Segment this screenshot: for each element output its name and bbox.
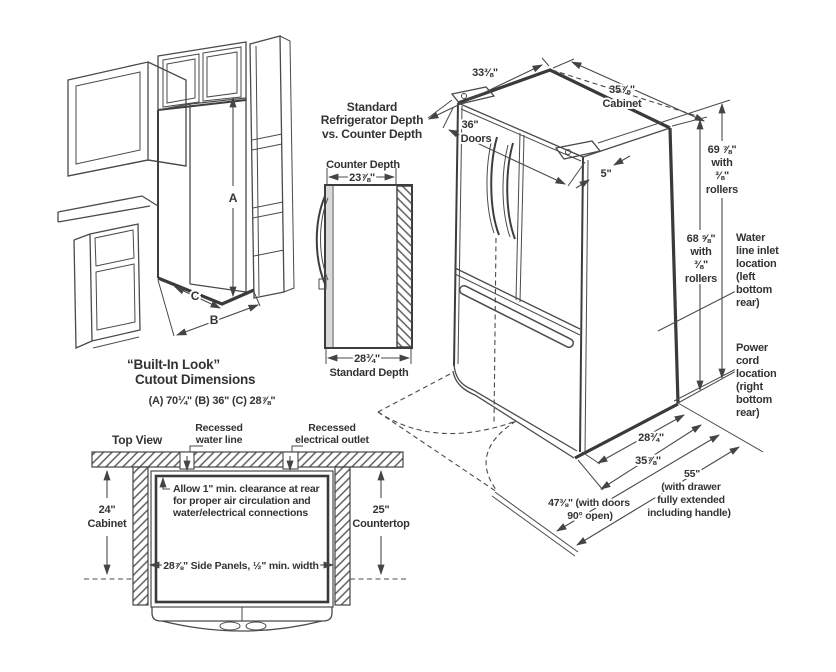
countertop-depth-value: 25"	[372, 504, 390, 516]
recessed-outlet-line1: Recessed	[308, 422, 356, 434]
depth-cabinet-value: 28¾''	[638, 432, 664, 444]
h69-line4: rollers	[705, 184, 739, 196]
rear-wall	[92, 452, 403, 467]
power-line6: rear)	[736, 407, 760, 419]
cutout-dimension-a	[229, 98, 238, 296]
doors-word: Doors	[460, 133, 492, 145]
h68-line3: ⅜"	[694, 259, 708, 271]
open-line2: 90° open)	[567, 510, 613, 522]
open-line1: 47⅜" (with doors	[548, 497, 630, 509]
recessed-water-line2: water line	[195, 434, 243, 446]
standard-depth-label: Standard Depth	[329, 367, 409, 379]
width-value: 33⅜"	[472, 67, 498, 79]
cabinet-value: 35⅞"	[609, 84, 635, 96]
fridge-doors-top-view	[152, 607, 332, 631]
h69-line3: ⅜"	[715, 170, 729, 182]
drawer-line4: including handle)	[647, 507, 731, 519]
clearance-note-line2: for proper air circulation and	[173, 495, 311, 507]
dim-b-label: B	[209, 313, 219, 327]
doors-value: 36"	[461, 119, 479, 131]
cutout-title-line2: Cutout Dimensions	[135, 372, 256, 387]
left-side-panel	[133, 467, 148, 605]
right-door-swing-arc	[486, 421, 516, 491]
power-line3: location	[736, 368, 777, 380]
power-line1: Power	[736, 342, 769, 354]
dim-c-label: C	[190, 289, 200, 303]
cutout-values: (A) 70¼" (B) 36" (C) 28⅞"	[148, 395, 276, 407]
power-line5: bottom	[736, 394, 773, 406]
isometric-fridge-diagram	[378, 58, 779, 556]
countertop-depth-word: Countertop	[352, 518, 410, 530]
drawer-line2: (with drawer	[661, 481, 721, 493]
power-line2: cord	[736, 355, 760, 367]
hinge-value: 5"	[600, 168, 612, 180]
dim-a-label: A	[228, 191, 238, 205]
recessed-water-line1: Recessed	[195, 422, 243, 434]
cabinet-depth-value: 24"	[98, 504, 116, 516]
wall-hatch-block	[397, 186, 412, 347]
kitchen-cutout-drawing	[58, 36, 294, 348]
cutout-caption	[127, 357, 275, 407]
cutout-dimension-b	[158, 280, 260, 336]
h69-line2: with	[711, 157, 733, 169]
counter-depth-value: 23⅞''	[349, 172, 375, 184]
depth-comparison-diagram	[317, 100, 423, 379]
side-panels-label: 28⅞" Side Panels, ½" min. width	[163, 560, 319, 572]
depth-doors-value: 35⅞''	[635, 455, 661, 467]
water-line2: line inlet	[736, 245, 779, 257]
right-side-panel	[335, 467, 350, 605]
drawer-line3: fully extended	[657, 494, 725, 506]
depth-title-line3: vs. Counter Depth	[322, 127, 422, 141]
left-door-swing-arc	[378, 412, 516, 434]
clearance-note-line3: water/electrical connections	[173, 507, 309, 519]
recessed-outlet-line2: electrical outlet	[295, 434, 369, 446]
water-line5: bottom	[736, 284, 773, 296]
cabinet-depth-word: Cabinet	[87, 518, 127, 530]
h69-line1: 69 ⅞"	[707, 144, 737, 156]
water-line4: (left	[736, 271, 756, 283]
h68-line4: rollers	[684, 273, 718, 285]
top-view-diagram	[84, 422, 410, 631]
clearance-note-line1: Allow 1" min. clearance at rear	[173, 483, 320, 495]
top-view-title: Top View	[112, 433, 162, 447]
drawer-line1: 55"	[683, 468, 701, 480]
power-line4: (right	[736, 381, 763, 393]
depth-title-line2: Refrigerator Depth	[320, 113, 424, 127]
depth-title-line1: Standard	[346, 100, 398, 114]
cabinet-word: Cabinet	[602, 98, 642, 110]
cutout-dimension-c	[175, 287, 220, 308]
standard-depth-value: 28¾"	[354, 353, 380, 365]
h68-line1: 68 ⅝"	[686, 233, 716, 245]
water-line1: Water	[736, 232, 766, 244]
water-line6: rear)	[736, 297, 760, 309]
water-line3: location	[736, 258, 777, 270]
power-cord-callout	[674, 342, 777, 419]
cutout-title-line1: “Built-In Look”	[127, 357, 220, 372]
h68-line2: with	[690, 246, 712, 258]
counter-depth-label: Counter Depth	[326, 159, 400, 171]
